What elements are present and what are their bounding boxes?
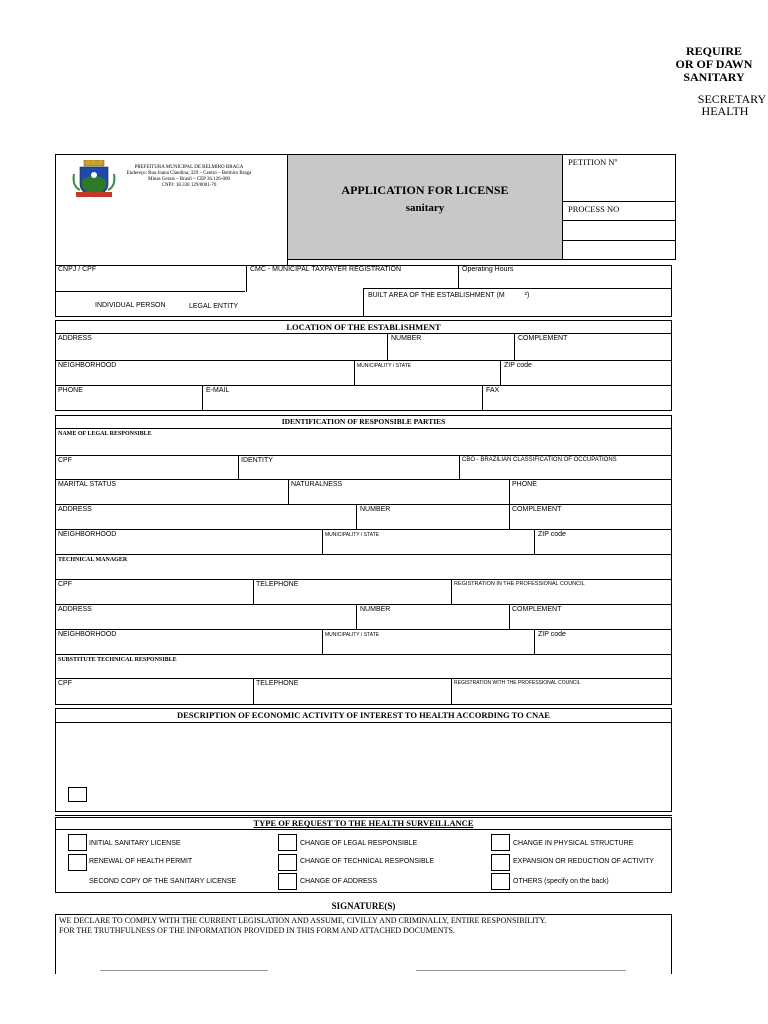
initial-license-checkbox[interactable] [68, 834, 87, 851]
change-legal-label: CHANGE OF LEGAL RESPONSIBLE [300, 840, 418, 847]
loc-neighborhood-label: NEIGHBORHOOD [58, 362, 117, 369]
change-structure-label: CHANGE IN PHYSICAL STRUCTURE [513, 840, 634, 847]
loc-complement-label: COMPLEMENT [518, 335, 568, 342]
responsible-title: IDENTIFICATION OF RESPONSIBLE PARTIES [281, 417, 446, 426]
activity-title: DESCRIPTION OF ECONOMIC ACTIVITY OF INTEREST TO HEALTH ACCORDING TO CNAE [177, 710, 550, 720]
resp-phone-label: PHONE [512, 481, 537, 488]
resp-naturalness-label: NATURALNESS [291, 481, 343, 488]
activity-block [55, 708, 672, 812]
others-label: OTHERS (specify on the back) [513, 878, 609, 885]
tech-number-label: NUMBER [360, 606, 391, 613]
tech-phone-label: TELEPHONE [256, 581, 299, 588]
hours-label: Operating Hours [462, 266, 514, 273]
change-legal-checkbox[interactable] [278, 834, 297, 851]
legal-name-label: NAME OF LEGAL RESPONSIBLE [58, 431, 152, 437]
org-cnpj: CNPJ: 18.338 129/0001-70 [161, 183, 217, 188]
tech-registration-label: REGISTRATION IN THE PROFESSIONAL COUNCIL [454, 581, 585, 587]
loc-zip-label: ZIP code [504, 362, 532, 369]
coat-of-arms-logo [72, 160, 116, 200]
form-title: APPLICATION FOR LICENSE [341, 183, 509, 197]
signature-line-left[interactable] [100, 970, 268, 971]
require-line2: OR OF DAWN [675, 57, 753, 71]
cnpj-label: CNPJ / CPF [58, 266, 97, 273]
top-right-heading [660, 45, 768, 84]
header-title-box [287, 154, 563, 260]
secretary-heading [680, 93, 768, 117]
secretary-line1: SECRETARY [697, 92, 767, 106]
loc-municipality-label: MUNICIPALITY / STATE [357, 363, 412, 369]
process-extra-box-2[interactable] [562, 240, 676, 260]
org-name: PREFEITURA MUNICIPAL DE BELMIRO BRAGA [134, 165, 244, 170]
declaration-line1: WE DECLARE TO COMPLY WITH THE CURRENT LEGISLATION AND ASSUME, CIVILLY AND CRIMINALLY, ENTIRE RESPONSIBILITY. [59, 916, 547, 925]
loc-number-label: NUMBER [391, 335, 422, 342]
expansion-label: EXPANSION OR REDUCTION OF ACTIVITY [513, 858, 655, 865]
loc-phone-label: PHONE [58, 387, 83, 394]
resp-complement-label: COMPLEMENT [512, 506, 562, 513]
process-extra-box-1[interactable] [562, 220, 676, 241]
require-line1: REQUIRE [685, 44, 742, 58]
resp-cbo-label: CBO - BRAZILIAN CLASSIFICATION OF OCCUPATIONS [462, 457, 617, 463]
resp-cpf-label: CPF [58, 457, 72, 464]
resp-marital-label: MARITAL STATUS [58, 481, 117, 488]
petition-label: PETITION Nº [568, 157, 618, 167]
org-address-line1: Endereço: Rua Joana Claudina, 329 – Centro – Belmiro Braga [126, 171, 252, 176]
sub-cpf-label: CPF [58, 680, 72, 687]
org-address-line2: Minas Gerais – Brasil – CEP 36.126-000 [148, 177, 230, 182]
second-copy-label: SECOND COPY OF THE SANITARY LICENSE [89, 878, 237, 885]
change-structure-checkbox[interactable] [491, 834, 510, 851]
process-label: PROCESS NO [568, 204, 620, 214]
change-address-checkbox[interactable] [278, 873, 297, 890]
resp-number-label: NUMBER [360, 506, 391, 513]
request-title: TYPE OF REQUEST TO THE HEALTH SURVEILLANCE [253, 818, 474, 828]
activity-checkbox[interactable] [68, 787, 87, 802]
tech-complement-label: COMPLEMENT [512, 606, 562, 613]
require-line3: SANITARY [683, 70, 745, 84]
header-logo-box [55, 154, 288, 266]
change-tech-label: CHANGE OF TECHNICAL RESPONSIBLE [300, 858, 435, 865]
resp-zip-label: ZIP code [538, 531, 566, 538]
tech-manager-label: TECHNICAL MANAGER [58, 557, 128, 563]
resp-address-label: ADDRESS [58, 506, 92, 513]
declaration-text [59, 916, 546, 936]
expansion-checkbox[interactable] [491, 854, 510, 871]
loc-address-label: ADDRESS [58, 335, 92, 342]
org-info [114, 165, 264, 189]
process-box[interactable] [562, 201, 676, 221]
sub-phone-label: TELEPHONE [256, 680, 299, 687]
declaration-line2: FOR THE TRUTHFULNESS OF THE INFORMATION PROVIDED IN THIS FORM AND ATTACHED DOCUMENTS. [59, 926, 455, 935]
resp-identity-label: IDENTITY [241, 457, 273, 464]
form-subtitle: sanitary [405, 202, 445, 214]
tech-zip-label: ZIP code [538, 631, 566, 638]
resp-municipality-label: MUNICIPALITY / STATE [325, 532, 380, 538]
loc-email-label: E-MAIL [206, 387, 230, 394]
others-checkbox[interactable] [491, 873, 510, 890]
petition-box[interactable] [562, 154, 676, 202]
renewal-label: RENEWAL OF HEALTH PERMIT [89, 858, 193, 865]
substitute-label: SUBSTITUTE TECHNICAL RESPONSIBLE [58, 657, 177, 663]
change-address-label: CHANGE OF ADDRESS [300, 878, 378, 885]
tech-neighborhood-label: NEIGHBORHOOD [58, 631, 117, 638]
signature-line-right[interactable] [416, 970, 626, 971]
initial-license-label: INITIAL SANITARY LICENSE [89, 840, 181, 847]
cmc-label: CMC - MUNICIPAL TAXPAYER REGISTRATION [250, 266, 402, 273]
renewal-checkbox[interactable] [68, 854, 87, 871]
change-tech-checkbox[interactable] [278, 854, 297, 871]
secretary-line2: HEALTH [701, 104, 749, 118]
resp-neighborhood-label: NEIGHBORHOOD [58, 531, 117, 538]
loc-fax-label: FAX [486, 387, 500, 394]
tech-cpf-label: CPF [58, 581, 72, 588]
tech-address-label: ADDRESS [58, 606, 92, 613]
legal-entity-option[interactable]: LEGAL ENTITY [189, 303, 239, 310]
location-title: LOCATION OF THE ESTABLISHMENT [286, 322, 441, 332]
signature-title: SIGNATURE(S) [331, 901, 396, 911]
individual-person-option[interactable]: INDIVIDUAL PERSON [95, 302, 166, 309]
tech-municipality-label: MUNICIPALITY / STATE [325, 632, 380, 638]
built-area-label: BUILT AREA OF THE ESTABLISHMENT (M ²) [368, 292, 530, 299]
sub-registration-label: REGISTRATION WITH THE PROFESSIONAL COUNCIL [454, 680, 581, 686]
